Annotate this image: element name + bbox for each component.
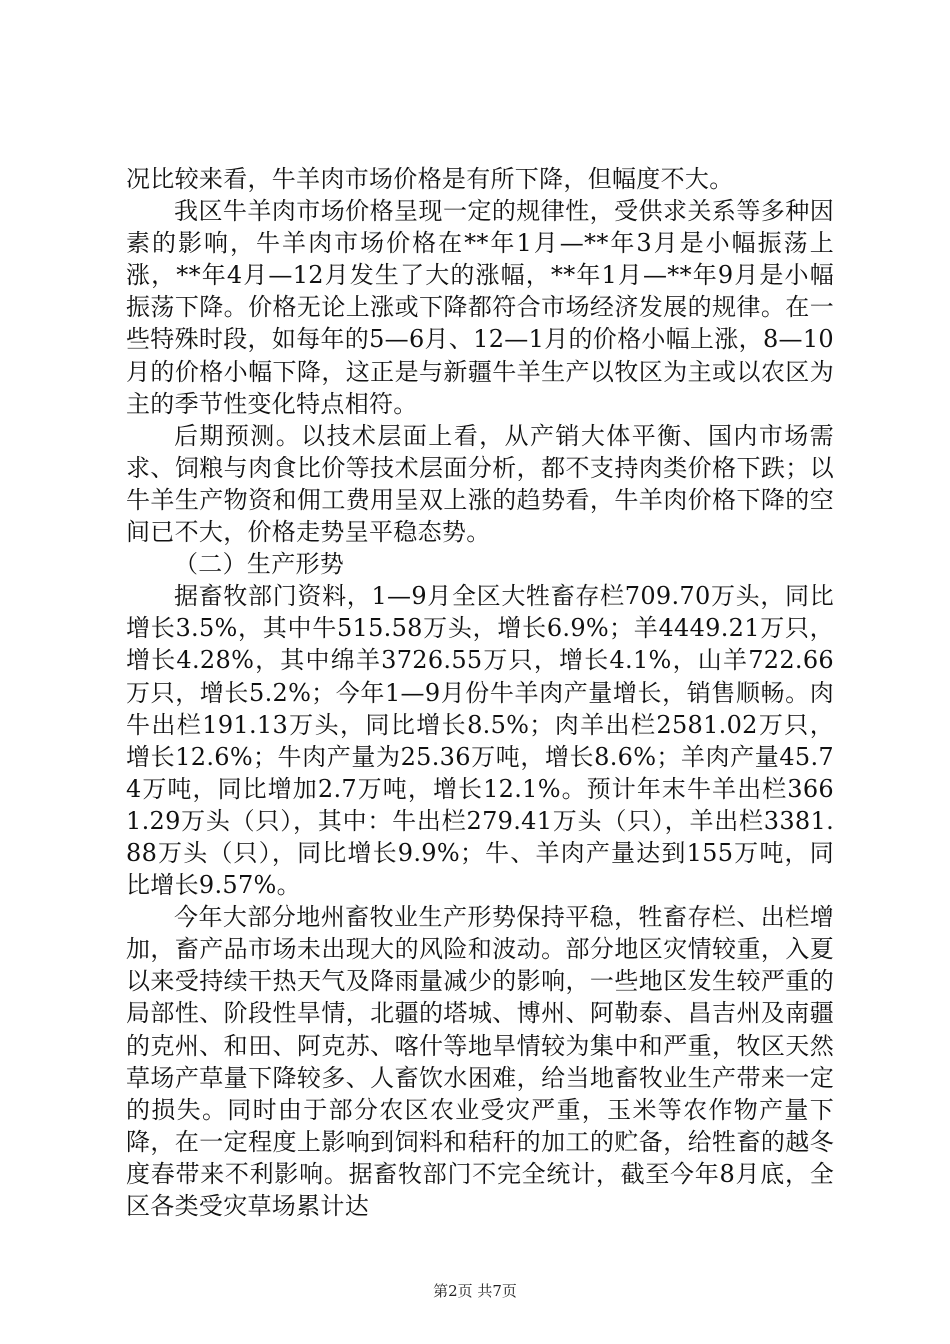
paragraph-disaster: 今年大部分地州畜牧业生产形势保持平稳，牲畜存栏、出栏增加，畜产品市场未出现大的风险和波动。部分地区灾情较重，入夏以来受持续干热天气及降雨量减少的影响，一些地区发生较严重的局部性、阶段性旱情，北疆的塔城、博州、阿勒泰、昌吉州及南疆的克州、和田、阿克苏、喀什等地旱情较为集中和严重，牧区天然草场产草量下降较多、人畜饮水困难，给当地畜牧业生产带来一定的损失。同时由于部分农区农业受灾严重，玉米等农作物产量下降，在一定程度上影响到饲料和秸秆的加工的贮备，给牲畜的越冬度春带来不利影响。据畜牧部门不完全统计，截至今年8月底，全区各类受灾草场累计达 — [126, 903, 834, 1220]
page-footer: 第2页 共7页 — [433, 1282, 517, 1300]
paragraph-price-pattern: 我区牛羊肉市场价格呈现一定的规律性，受供求关系等多种因素的影响，牛羊肉市场价格在**年1月—**年3月是小幅振荡上涨，**年4月—12月发生了大的涨幅，**年1月—**年9月是小幅振荡下降。价格无论上涨或下降都符合市场经济发展的规律。在一些特殊时段，如每年的5—6月、12—1月的价格小幅上涨，8—10月的价格小幅下降，这正是与新疆牛羊生产以牧区为主或以农区为主的季节性变化特点相符。 — [126, 197, 834, 418]
section-heading-production: （二）生产形势 — [174, 550, 345, 579]
paragraph-forecast: 后期预测。以技术层面上看，从产销大体平衡、国内市场需求、饲粮与肉食比价等技术层面分析，都不支持肉类价格下跌；以牛羊生产物资和佣工费用呈双上涨的趋势看，牛羊肉价格下降的空间已不大，价格走势呈平稳态势。 — [126, 421, 834, 547]
paragraph-production-stats: 据畜牧部门资料，1—9月全区大牲畜存栏709.70万头，同比增长3.5%，其中牛515.58万头，增长6.9%；羊4449.21万只，增长4.28%，其中绵羊3726.55万只，增长4.1%，山羊722.66万只，增长5.2%；今年1—9月份牛羊肉产量增长，销售顺畅。肉牛出栏191.13万头，同比增长8.5%；肉羊出栏2581.02万只，增长12.6%；牛肉产量为25.36万吨，增长8.6%；羊肉产量45.74万吨，同比增加2.7万吨，增长12.1%。预计年末牛羊出栏3661.29万头（只），其中：牛出栏279.41万头（只），羊出栏3381.88万头（只），同比增长9.9%；牛、羊肉产量达到155万吨，同比增长9.57%。 — [126, 582, 834, 900]
paragraph-continuation: 况比较来看，牛羊肉市场价格是有所下降，但幅度不大。 — [126, 165, 734, 193]
document-body — [126, 163, 834, 1222]
